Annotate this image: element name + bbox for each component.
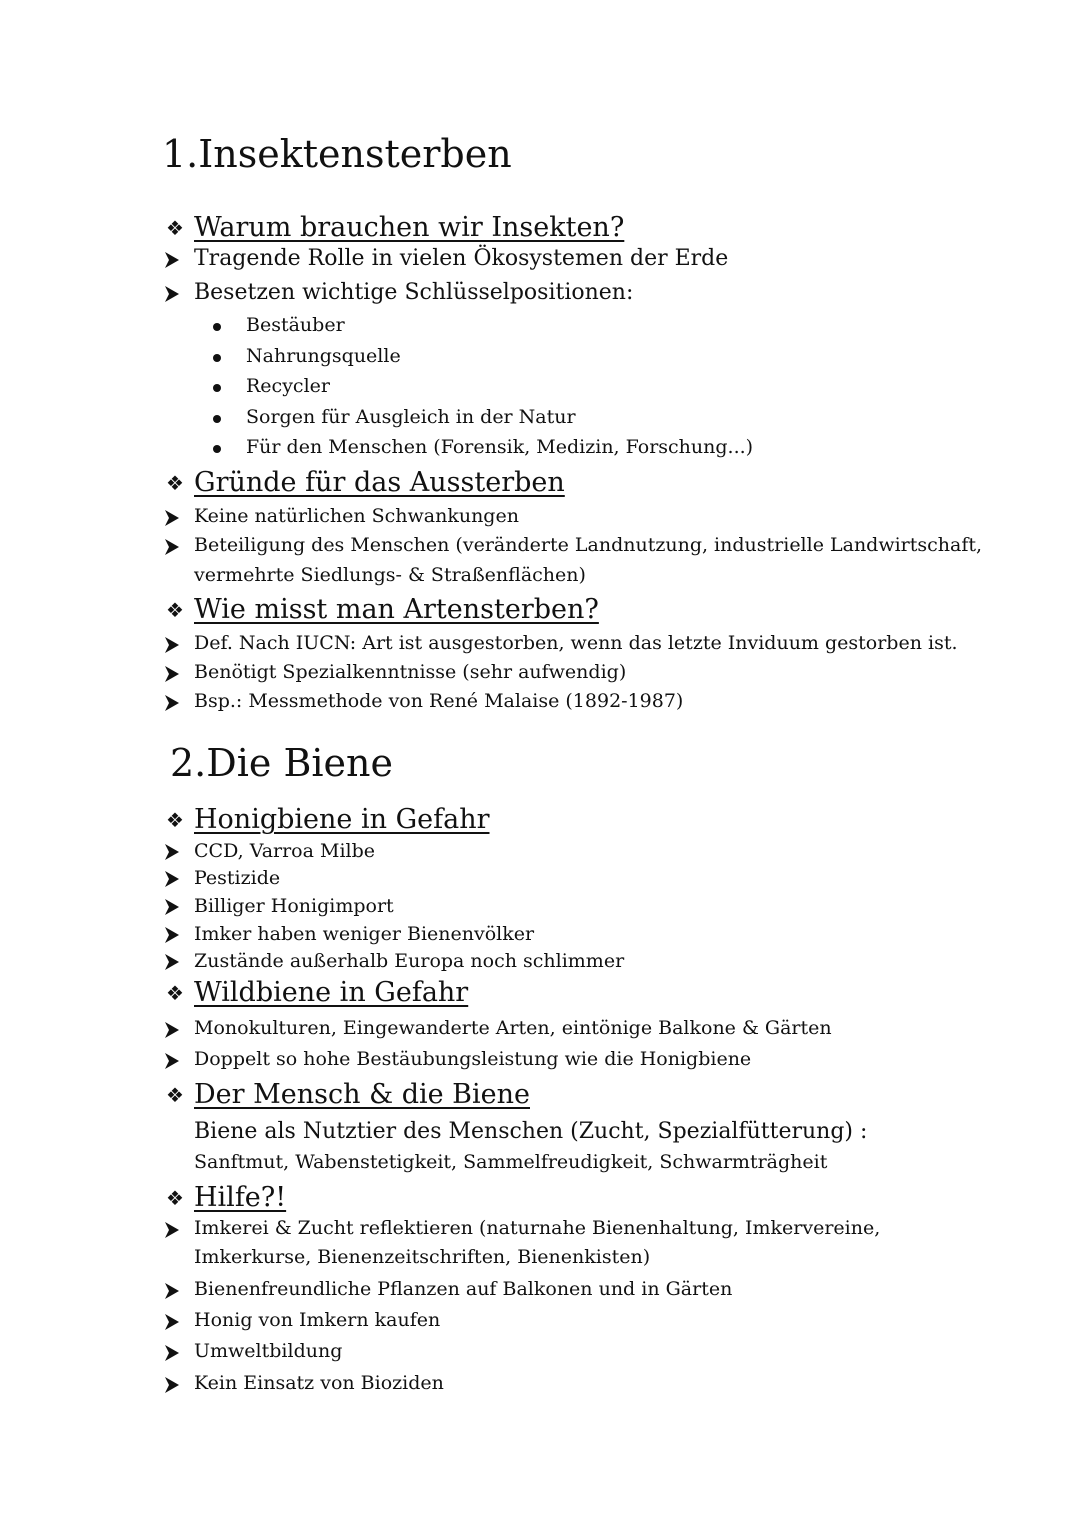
list-item: Def. Nach IUCN: Art ist ausgestorben, wenn das letzte Inviduum gestorben ist. (194, 632, 958, 654)
section-1-title: 1.Insektensterben (162, 132, 512, 176)
diamond-bullet-icon: ❖ (166, 1186, 184, 1210)
arrow-bullet-icon (164, 636, 180, 654)
list-item: Zustände außerhalb Europa noch schlimmer (194, 950, 625, 972)
arrow-bullet-icon (164, 953, 180, 971)
sub-list-item: Nahrungsquelle (246, 345, 401, 367)
heading-der-mensch-und-die-biene: Der Mensch & die Biene (194, 1079, 530, 1110)
arrow-bullet-icon (164, 1221, 180, 1239)
list-item: Kein Einsatz von Bioziden (194, 1372, 444, 1394)
sub-list-item: Für den Menschen (Forensik, Medizin, Forschung...) (246, 436, 754, 458)
arrow-bullet-icon (164, 926, 180, 944)
arrow-bullet-icon (164, 285, 180, 303)
sub-list-item: Bestäuber (246, 314, 345, 336)
arrow-bullet-icon (164, 538, 180, 556)
arrow-bullet-icon (164, 665, 180, 683)
arrow-bullet-icon (164, 694, 180, 712)
arrow-bullet-icon (164, 843, 180, 861)
heading-wie-misst-man-artensterben: Wie misst man Artensterben? (194, 594, 599, 625)
list-item: Bienenfreundliche Pflanzen auf Balkonen und in Gärten (194, 1278, 733, 1300)
arrow-bullet-icon (164, 1344, 180, 1362)
heading-wildbiene-in-gefahr: Wildbiene in Gefahr (194, 977, 469, 1008)
heading-honigbiene-in-gefahr: Honigbiene in Gefahr (194, 804, 490, 835)
list-item: Monokulturen, Eingewanderte Arten, eintönige Balkone & Gärten (194, 1017, 832, 1039)
arrow-bullet-icon (164, 1313, 180, 1331)
diamond-bullet-icon: ❖ (166, 1083, 184, 1107)
section-2-title: 2.Die Biene (170, 741, 393, 785)
list-item: Tragende Rolle in vielen Ökosystemen der Erde (194, 246, 729, 271)
dot-bullet-icon (213, 445, 221, 453)
list-item: Keine natürlichen Schwankungen (194, 505, 519, 527)
arrow-bullet-icon (164, 1282, 180, 1300)
arrow-bullet-icon (164, 509, 180, 527)
dot-bullet-icon (213, 384, 221, 392)
arrow-bullet-icon (164, 870, 180, 888)
dot-bullet-icon (213, 354, 221, 362)
list-item: Honig von Imkern kaufen (194, 1309, 441, 1331)
sub-list-item: Sorgen für Ausgleich in der Natur (246, 406, 576, 428)
dot-bullet-icon (213, 323, 221, 331)
list-item: Umweltbildung (194, 1340, 343, 1362)
heading-gruende-fuer-das-aussterben: Gründe für das Aussterben (194, 467, 565, 498)
paragraph-line: Biene als Nutztier des Menschen (Zucht, Spezialfütterung) : (194, 1119, 868, 1144)
arrow-bullet-icon (164, 1376, 180, 1394)
list-item-continuation: Imkerkurse, Bienenzeitschriften, Bienenkisten) (194, 1246, 651, 1268)
list-item: Doppelt so hohe Bestäubungsleistung wie die Honigbiene (194, 1048, 752, 1070)
list-item: Pestizide (194, 867, 281, 889)
dot-bullet-icon (213, 415, 221, 423)
arrow-bullet-icon (164, 1052, 180, 1070)
diamond-bullet-icon: ❖ (166, 471, 184, 495)
paragraph-line: Sanftmut, Wabenstetigkeit, Sammelfreudigkeit, Schwarmträgheit (194, 1151, 828, 1173)
list-item: Beteiligung des Menschen (veränderte Landnutzung, industrielle Landwirtschaft, (194, 534, 983, 556)
arrow-bullet-icon (164, 898, 180, 916)
list-item: Imkerei & Zucht reflektieren (naturnahe Bienenhaltung, Imkervereine, (194, 1217, 881, 1239)
list-item: Billiger Honigimport (194, 895, 394, 917)
sub-list-item: Recycler (246, 375, 330, 397)
list-item-continuation: vermehrte Siedlungs- & Straßenflächen) (194, 564, 586, 586)
list-item: Benötigt Spezialkenntnisse (sehr aufwendig) (194, 661, 627, 683)
list-item: CCD, Varroa Milbe (194, 840, 376, 862)
heading-hilfe: Hilfe?! (194, 1182, 287, 1213)
list-item: Imker haben weniger Bienenvölker (194, 923, 535, 945)
diamond-bullet-icon: ❖ (166, 981, 184, 1005)
arrow-bullet-icon (164, 251, 180, 269)
list-item: Bsp.: Messmethode von René Malaise (1892-1987) (194, 690, 684, 712)
diamond-bullet-icon: ❖ (166, 808, 184, 832)
arrow-bullet-icon (164, 1021, 180, 1039)
heading-warum-brauchen-wir-insekten: Warum brauchen wir Insekten? (194, 212, 625, 243)
diamond-bullet-icon: ❖ (166, 598, 184, 622)
list-item: Besetzen wichtige Schlüsselpositionen: (194, 280, 634, 305)
diamond-bullet-icon: ❖ (166, 216, 184, 240)
